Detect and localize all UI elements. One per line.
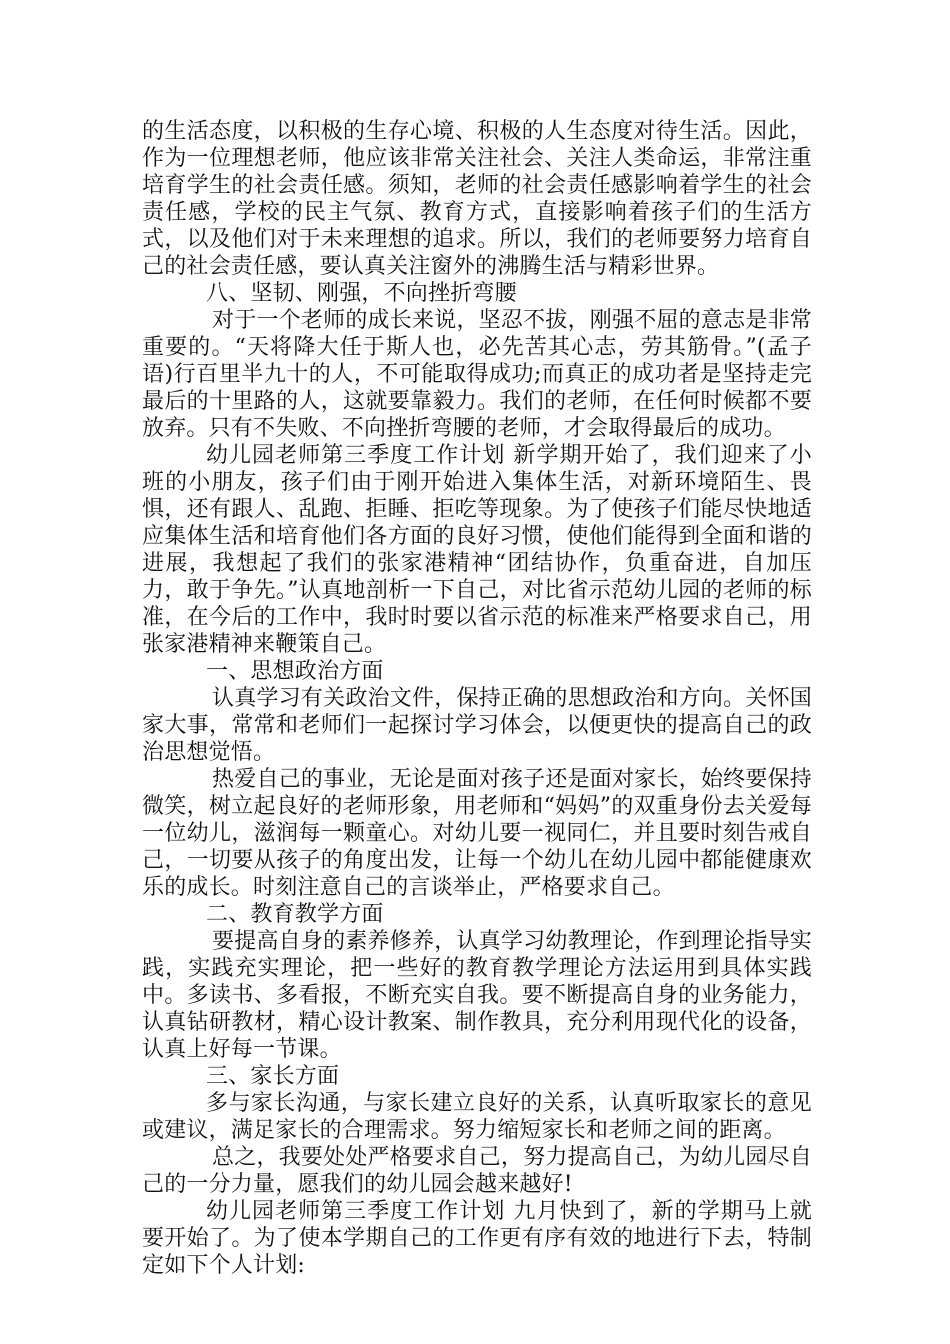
body-paragraph-perseverance: 对于一个老师的成长来说，坚忍不拔，刚强不屈的意志是非常重要的。“天将降大任于斯人也，必先苦其心志，劳其筋骨。”(孟子语)行百里半九十的人，不可能取得成功;而真正的成功者是坚持走完最后的十里路的人，这就要靠毅力。我们的老师，在任何时候都不要放弃。只有不失败、不向挫折弯腰的老师，才会取得最后的成功。	[142, 308, 812, 441]
body-paragraph-love-career: 热爱自己的事业，无论是面对孩子还是面对家长，始终要保持微笑，树立起良好的老师形象，用老师和“妈妈”的双重身份去关爱每一位幼儿，滋润每一颗童心。对幼儿要一视同仁，并且要时刻告戒自己，一切要从孩子的角度出发，让每一个幼儿在幼儿园中都能健康欢乐的成长。时刻注意自己的言谈举止，严格要求自己。	[142, 767, 812, 900]
body-paragraph-politics: 认真学习有关政治文件，保持正确的思想政治和方向。关怀国家大事，常常和老师们一起探讨学习体会，以便更快的提高自己的政治思想觉悟。	[142, 686, 812, 765]
body-paragraph-plan-intro-2: 幼儿园老师第三季度工作计划 九月快到了，新的学期马上就要开始了。为了使本学期自己的工作更有序有效的地进行下去，特制定如下个人计划:	[142, 1199, 812, 1278]
document-page	[142, 118, 812, 1279]
section-heading-parents: 三、家长方面	[206, 1064, 340, 1089]
section-heading-8: 八、坚韧、刚强，不向挫折弯腰	[206, 281, 517, 306]
body-paragraph-parents: 多与家长沟通，与家长建立良好的关系，认真听取家长的意见或建议，满足家长的合理需求。努力缩短家长和老师之间的距离。	[142, 1091, 812, 1143]
body-paragraph-social-responsibility: 的生活态度，以积极的生存心境、积极的人生态度对待生活。因此，作为一位理想老师，他应该非常关注社会、关注人类命运，非常注重培育学生的社会责任感。须知，老师的社会责任感影响着学生的社会责任感，学校的民主气氛、教育方式，直接影响着孩子们的生活方式，以及他们对于未来理想的追求。所以，我们的老师要努力培育自己的社会责任感，要认真关注窗外的沸腾生活与精彩世界。	[142, 119, 812, 279]
section-heading-politics: 一、思想政治方面	[206, 659, 384, 684]
body-paragraph-teaching: 要提高自身的素养修养，认真学习幼教理论，作到理论指导实践，实践充实理论，把一些好的教育教学理论方法运用到具体实践中。多读书、多看报，不断充实自我。要不断提高自身的业务能力，认真钻研教材，精心设计教案、制作教具，充分利用现代化的设备，认真上好每一节课。	[142, 929, 812, 1062]
section-heading-teaching: 二、教育教学方面	[206, 902, 384, 927]
body-paragraph-summary: 总之，我要处处严格要求自己，努力提高自己，为幼儿园尽自己的一分力量，愿我们的幼儿园会越来越好!	[142, 1145, 812, 1197]
body-paragraph-plan-intro-1: 幼儿园老师第三季度工作计划 新学期开始了，我们迎来了小班的小朋友，孩子们由于刚开始进入集体生活，对新环境陌生、畏惧，还有跟人、乱跑、拒睡、拒吃等现象。为了使孩子们能尽快地适应集体生活和培育他们各方面的良好习惯，使他们能得到全面和谐的进展，我想起了我们的张家港精神“团结协作，负重奋进，自加压力，敢于争先。”认真地剖析一下自己，对比省示范幼儿园的老师的标准，在今后的工作中，我时时要以省示范的标准来严格要求自己，用张家港精神来鞭策自己。	[142, 443, 812, 657]
